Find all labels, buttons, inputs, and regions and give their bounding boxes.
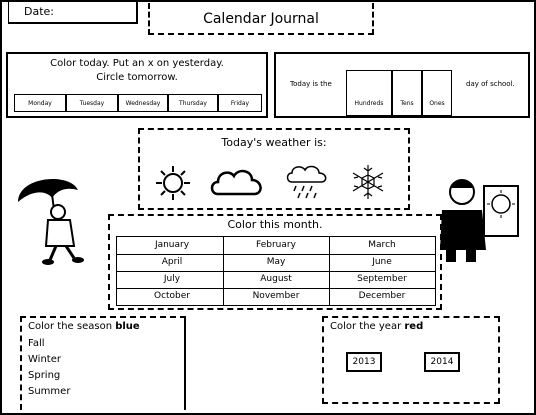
today-instruction-line1: Color today. Put an x on yesterday.: [50, 58, 224, 69]
season-instruction-prefix: Color the season: [28, 321, 116, 332]
season-instruction: [28, 321, 140, 332]
month-june[interactable]: June: [372, 257, 392, 267]
day-cell-friday[interactable]: Friday: [218, 94, 262, 112]
year-instruction-emphasis: red: [404, 321, 424, 332]
month-november[interactable]: November: [252, 291, 300, 301]
snowflake-icon[interactable]: [348, 162, 388, 202]
season-fall[interactable]: Fall: [28, 338, 45, 349]
boy-with-sun-drawing-illustration: [432, 170, 528, 266]
month-may[interactable]: May: [266, 257, 286, 267]
school-day-suffix: day of school.: [466, 80, 515, 88]
month-july[interactable]: July: [163, 274, 181, 284]
season-instruction-emphasis: blue: [115, 321, 140, 332]
year-2014-box[interactable]: 2014: [424, 352, 460, 372]
season-spring[interactable]: Spring: [28, 370, 61, 381]
month-march[interactable]: March: [368, 240, 396, 250]
weather-title: Today's weather is:: [221, 136, 327, 149]
month-grid: [116, 236, 436, 306]
tens-cell[interactable]: Tens: [392, 70, 422, 116]
title-box: [148, 3, 374, 35]
rain-cloud-icon[interactable]: [284, 162, 332, 202]
sun-icon[interactable]: [154, 164, 192, 202]
month-december[interactable]: December: [358, 291, 406, 301]
school-day-panel: [274, 52, 530, 118]
year-instruction: [330, 321, 423, 332]
school-day-prefix: Today is the: [290, 80, 332, 88]
date-box: [8, 2, 138, 24]
ones-cell[interactable]: Ones: [422, 70, 452, 116]
cloud-icon[interactable]: [208, 164, 266, 200]
month-april[interactable]: April: [161, 257, 183, 267]
year-2013-box[interactable]: 2013: [346, 352, 382, 372]
month-september[interactable]: September: [357, 274, 407, 284]
season-summer[interactable]: Summer: [28, 386, 71, 397]
day-cell-wednesday[interactable]: Wednesday: [118, 94, 168, 112]
weather-panel: [138, 128, 410, 210]
year-panel: [322, 316, 500, 404]
month-february[interactable]: February: [256, 240, 296, 250]
child-with-umbrella-illustration: [12, 168, 96, 268]
season-winter[interactable]: Winter: [28, 354, 61, 365]
month-january[interactable]: January: [154, 240, 190, 250]
date-label: Date:: [24, 5, 54, 18]
month-panel: [108, 214, 442, 310]
day-cell-thursday[interactable]: Thursday: [168, 94, 218, 112]
month-title: Color this month.: [227, 218, 323, 231]
day-cell-monday[interactable]: Monday: [14, 94, 66, 112]
page-title: Calendar Journal: [203, 11, 319, 27]
today-panel: [6, 52, 268, 118]
today-instruction-line2: Circle tomorrow.: [96, 72, 178, 83]
month-august[interactable]: August: [260, 274, 292, 284]
month-october[interactable]: October: [153, 291, 191, 301]
hundreds-cell[interactable]: Hundreds: [346, 70, 392, 116]
season-panel: [20, 316, 186, 410]
year-instruction-prefix: Color the year: [330, 321, 405, 332]
day-cell-tuesday[interactable]: Tuesday: [66, 94, 118, 112]
